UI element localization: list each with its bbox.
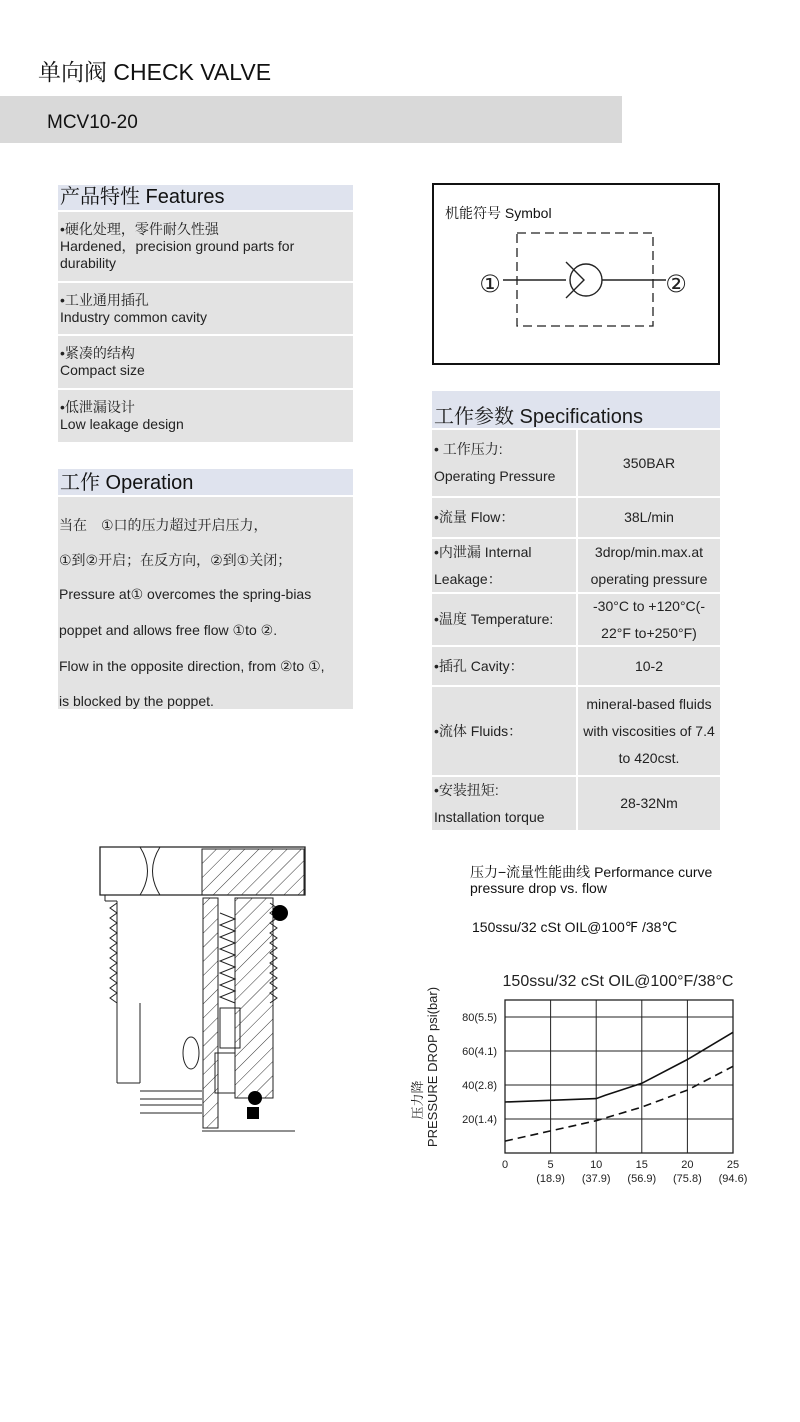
performance-title: 压力−流量性能曲线 Performance curve bbox=[470, 864, 713, 880]
symbol-label: 机能符号 Symbol bbox=[445, 205, 552, 221]
spec-label: •内泄漏 Internal Leakage： bbox=[432, 539, 576, 592]
spec-label: •流量 Flow： bbox=[432, 498, 576, 537]
spec-row bbox=[432, 498, 720, 537]
performance-subtitle: pressure drop vs. flow bbox=[470, 880, 607, 896]
chart-series bbox=[505, 1032, 733, 1141]
operation-line: Pressure at① overcomes the spring-bias bbox=[59, 586, 312, 602]
x-tick-label: 10 bbox=[590, 1159, 603, 1171]
y-tick-label: 20(1.4) bbox=[462, 1114, 497, 1126]
check-valve-symbol-icon bbox=[470, 225, 700, 335]
y-tick-label: 60(4.1) bbox=[462, 1046, 497, 1058]
feature-zh: •紧凑的结构 bbox=[60, 345, 135, 361]
spec-row bbox=[432, 539, 720, 592]
x-tick-label: 20 bbox=[681, 1159, 694, 1171]
performance-chart bbox=[400, 960, 760, 1190]
feature-en: Hardened，precision ground parts for durability bbox=[60, 238, 295, 271]
spec-value: 28-32Nm bbox=[578, 777, 720, 830]
x-tick-sublabel: (75.8) bbox=[673, 1173, 702, 1185]
y-tick-label: 40(2.8) bbox=[462, 1080, 497, 1092]
feature-item bbox=[58, 390, 353, 442]
spec-row bbox=[432, 687, 720, 775]
feature-zh: •硬化处理，零件耐久性强 bbox=[60, 221, 219, 237]
valve-cross-section-drawing bbox=[95, 843, 315, 1138]
x-tick-sublabel: (37.9) bbox=[581, 1173, 611, 1185]
specifications-heading: 工作参数 Specifications bbox=[432, 391, 720, 428]
operation-line: Flow in the opposite direction, from ②to ①, bbox=[59, 658, 325, 674]
feature-zh: •低泄漏设计 bbox=[60, 399, 135, 415]
y-axis-label: PRESSURE DROP psi(bar) bbox=[425, 986, 440, 1148]
series-line-dashed bbox=[505, 1066, 733, 1141]
feature-item bbox=[58, 212, 353, 281]
spec-value: mineral-based fluids with viscosities of 7.4 to 420cst. bbox=[578, 687, 720, 775]
y-tick-label: 80(5.5) bbox=[462, 1012, 497, 1024]
spec-label: • 工作压力: Operating Pressure bbox=[432, 430, 576, 496]
feature-en: Low leakage design bbox=[60, 416, 184, 432]
x-tick-label: 5 bbox=[547, 1159, 554, 1171]
chart-title: 150ssu/32 cSt OIL@100°F/38°C bbox=[502, 973, 734, 990]
chart-grid bbox=[505, 1000, 733, 1153]
operation-line: is blocked by the poppet. bbox=[59, 693, 214, 709]
feature-zh: •工业通用插孔 bbox=[60, 291, 149, 308]
oil-note: 150ssu/32 cSt OIL@100℉ /38℃ bbox=[472, 919, 678, 935]
spec-label: •温度 Temperature: bbox=[432, 594, 576, 645]
model-number: MCV10-20 bbox=[47, 112, 138, 133]
port-2-label: ② bbox=[665, 270, 687, 298]
spec-row bbox=[432, 647, 720, 685]
port-1-label: ① bbox=[479, 270, 501, 298]
x-tick-sublabel: (18.9) bbox=[536, 1173, 565, 1185]
operation-line: ①到②开启；在反方向，②到①关闭； bbox=[59, 552, 292, 568]
spec-value: 10-2 bbox=[578, 647, 720, 685]
y-axis-label-zh: 压力降 bbox=[411, 1080, 426, 1120]
x-tick-label: 25 bbox=[726, 1159, 740, 1171]
x-tick-label: 0 bbox=[501, 1159, 509, 1171]
spec-value: -30°C to +120°C(- 22°F to+250°F) bbox=[578, 594, 720, 645]
spec-value: 350BAR bbox=[578, 430, 720, 496]
spec-label: •安装扭矩: Installation torque bbox=[432, 777, 576, 830]
spec-row bbox=[432, 594, 720, 645]
feature-en: Industry common cavity bbox=[60, 308, 208, 325]
feature-en: Compact size bbox=[60, 362, 145, 378]
x-tick-label: 15 bbox=[635, 1159, 648, 1171]
plot-frame bbox=[505, 1000, 733, 1153]
operation-heading: 工作 Operation bbox=[58, 469, 353, 495]
page-title: 单向阀 CHECK VALVE bbox=[38, 59, 272, 85]
operation-description bbox=[58, 497, 353, 709]
spec-label: •插孔 Cavity： bbox=[432, 647, 576, 685]
spec-row bbox=[432, 430, 720, 496]
operation-line: poppet and allows free flow ①to ②. bbox=[59, 622, 278, 638]
features-heading: 产品特性 Features bbox=[58, 185, 353, 210]
x-tick-sublabel: (56.9) bbox=[627, 1173, 657, 1185]
spec-value: 38L/min bbox=[578, 498, 720, 537]
series-line-solid bbox=[505, 1032, 733, 1102]
feature-item bbox=[58, 336, 353, 388]
operation-line: 当在 ①口的压力超过开启压力， bbox=[59, 517, 268, 533]
x-tick-sublabel: (94.6) bbox=[718, 1173, 748, 1185]
feature-item bbox=[58, 283, 353, 334]
spec-value: 3drop/min.max.at operating pressure bbox=[578, 539, 720, 592]
spec-label: •流体 Fluids： bbox=[432, 687, 576, 775]
spec-row bbox=[432, 777, 720, 830]
